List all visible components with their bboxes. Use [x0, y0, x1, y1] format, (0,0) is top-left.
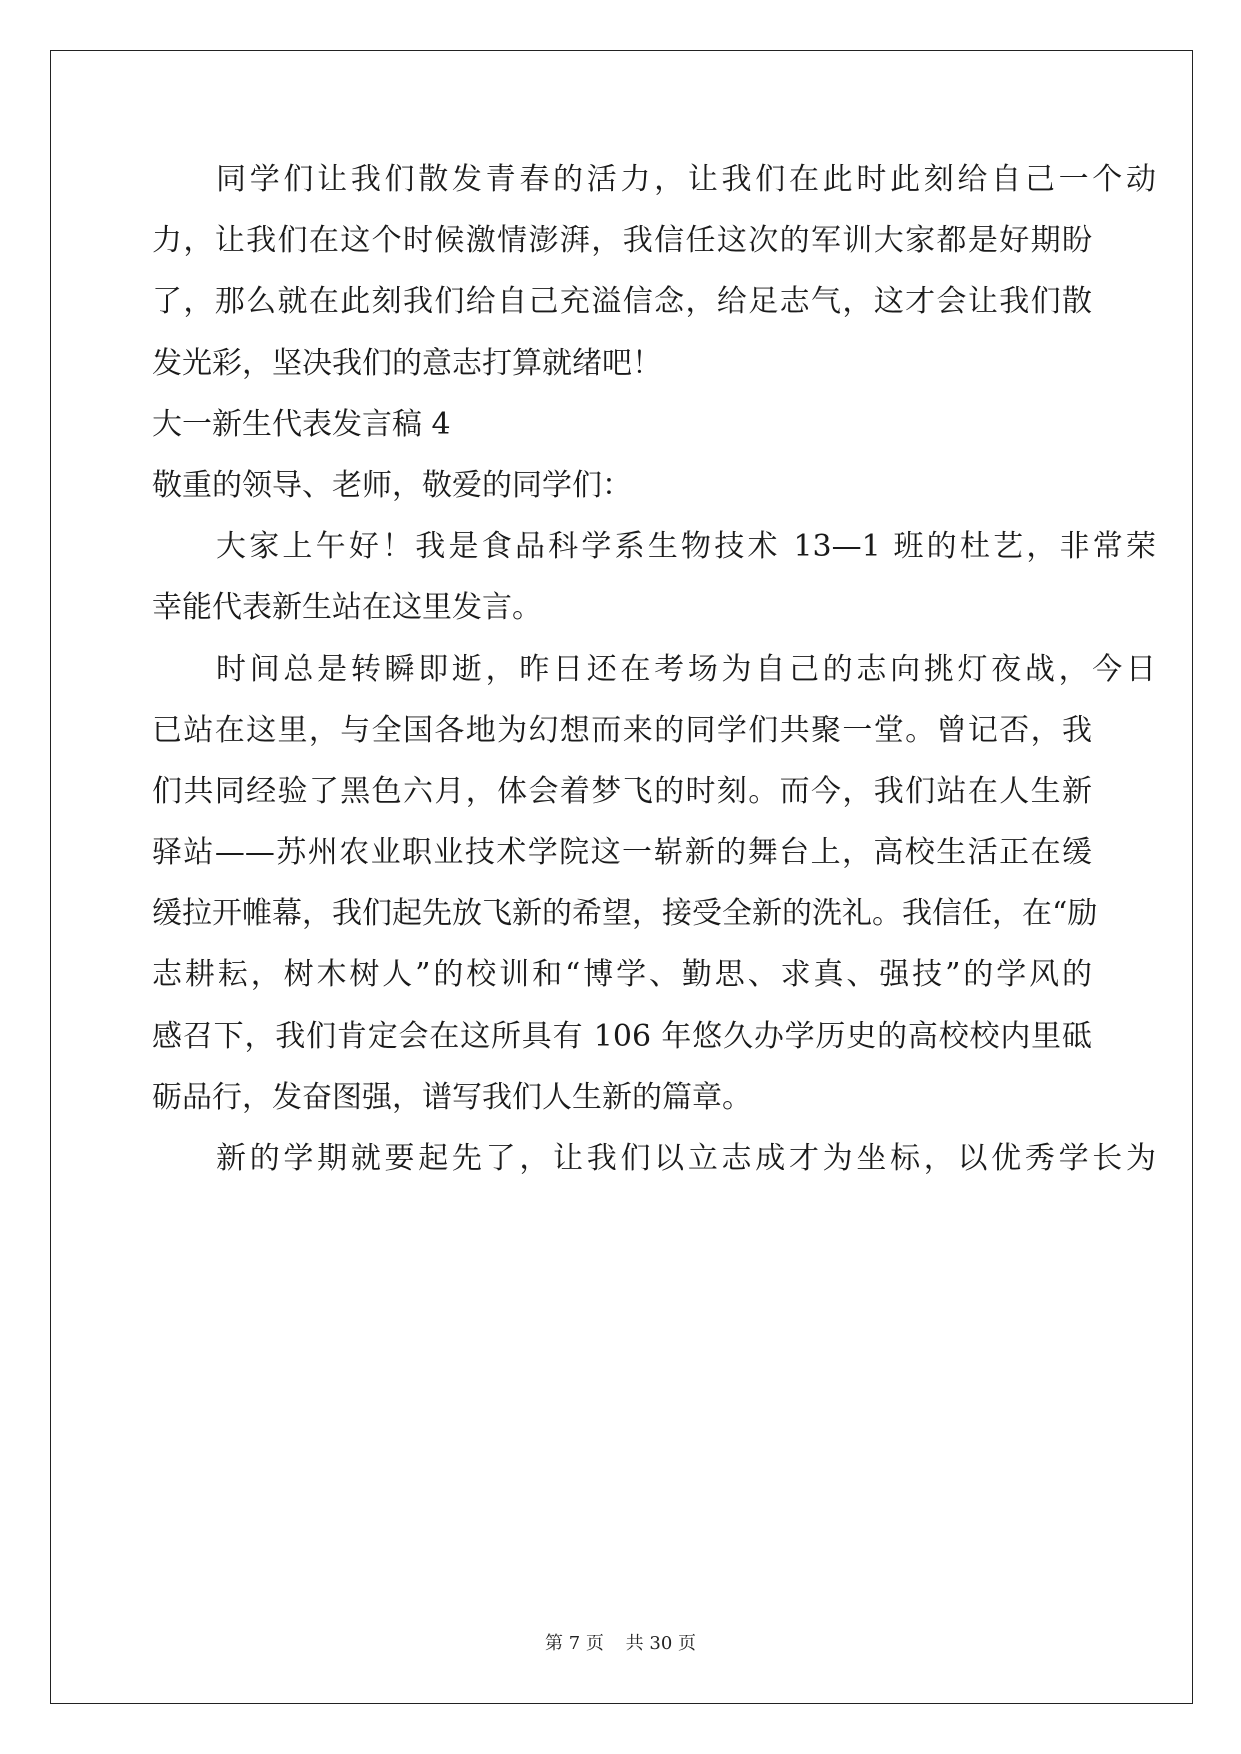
text-line: 感召下，我们肯定会在这所具有 106 年悠久办学历史的高校校内里砥 [152, 1018, 1092, 1054]
text-line: 发光彩，坚决我们的意志打算就绪吧！ [152, 345, 662, 381]
text-line: 新的学期就要起先了，让我们以立志成才为坐标，以优秀学长为 [216, 1141, 1156, 1176]
text-line: 了，那么就在此刻我们给自己充溢信念，给足志气，这才会让我们散 [152, 284, 1092, 320]
document-body [152, 160, 1156, 1200]
text-line: 驿站——苏州农业职业技术学院这一崭新的舞台上，高校生活正在缓 [152, 835, 1092, 871]
page-number: 第 7 页 [545, 1633, 604, 1654]
salutation: 敬重的领导、老师，敬爱的同学们： [152, 467, 632, 503]
text-line: 大家上午好！我是食品科学系生物技术 13—1 班的杜艺，非常荣 [216, 529, 1156, 565]
text-line: 幸能代表新生站在这里发言。 [152, 590, 542, 626]
text-line: 们共同经验了黑色六月，体会着梦飞的时刻。而今，我们站在人生新 [152, 773, 1092, 809]
text-line: 力，让我们在这个时候激情澎湃，我信任这次的军训大家都是好期盼 [152, 223, 1092, 259]
page-footer [0, 1632, 1241, 1656]
text-line: 志耕耘，树木树人”的校训和“博学、勤思、求真、强技”的学风的 [152, 957, 1092, 993]
page-total: 共 30 页 [625, 1633, 696, 1654]
text-line: 缓拉开帷幕，我们起先放飞新的希望，接受全新的洗礼。我信任，在“励 [152, 896, 1098, 932]
section-heading: 大一新生代表发言稿 4 [152, 406, 451, 442]
text-line: 已站在这里，与全国各地为幻想而来的同学们共聚一堂。曾记否，我 [152, 712, 1092, 748]
text-line: 同学们让我们散发青春的活力，让我们在此时此刻给自己一个动 [216, 162, 1156, 197]
text-line: 时间总是转瞬即逝，昨日还在考场为自己的志向挑灯夜战，今日 [216, 651, 1156, 687]
text-line: 砺品行，发奋图强，谱写我们人生新的篇章。 [152, 1079, 752, 1115]
